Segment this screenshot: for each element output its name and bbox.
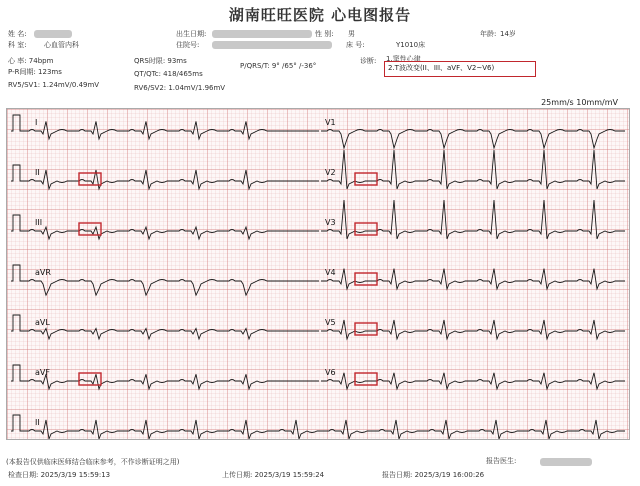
trace-v2 xyxy=(321,150,625,189)
report-header xyxy=(0,0,640,96)
report-title: 湖南旺旺医院 心电图报告 xyxy=(228,6,412,24)
lead-label-v5: V5 xyxy=(325,318,336,327)
trace-i xyxy=(11,115,319,139)
sex-label: 性 别: xyxy=(315,30,334,38)
redacted-name xyxy=(34,30,72,38)
lead-label-avf: aVF xyxy=(35,368,50,377)
dept-value: 心血管内科 xyxy=(44,41,79,49)
trace-v6 xyxy=(321,373,625,389)
lead-label-ii: II xyxy=(35,168,40,177)
trace-v1 xyxy=(321,130,625,149)
lead-label-v1: V1 xyxy=(325,118,336,127)
bed-value: Y1010床 xyxy=(396,41,426,49)
t-wave-highlight-v5 xyxy=(355,323,377,335)
qt-qtc: QT/QTc: 418/465ms xyxy=(134,70,203,78)
age-label: 年龄: xyxy=(480,30,497,38)
trace-avl xyxy=(11,315,319,339)
lead-label-i: I xyxy=(35,118,38,127)
sex-value: 男 xyxy=(348,30,355,38)
trace-rhythm-ii xyxy=(11,415,625,439)
check-date: 检查日期: 2025/3/19 15:59:13 xyxy=(8,471,111,479)
inpatient-label: 住院号: xyxy=(176,41,200,49)
lead-label-v6: V6 xyxy=(325,368,336,377)
diagnosis-item-1: 1.窦性心律 xyxy=(386,55,421,63)
t-wave-highlight-v3 xyxy=(355,223,377,235)
trace-ii xyxy=(11,165,319,189)
lead-label-avr: aVR xyxy=(35,268,51,277)
pr-interval: P-R间期: 123ms xyxy=(8,68,62,76)
redacted-inpatient-no xyxy=(212,41,332,49)
axis-values: P/QRS/T: 9° /65° /-36° xyxy=(240,62,317,70)
trace-iii xyxy=(11,215,319,239)
heart-rate: 心 率: 74bpm xyxy=(8,57,54,65)
diagnosis-label: 诊断: xyxy=(360,57,377,65)
rv6-sv2: RV6/SV2: 1.04mV/1.96mV xyxy=(134,84,226,92)
lead-label-rhythm-ii: II xyxy=(35,418,40,427)
speed-gain-label: 25mm/s 10mm/mV xyxy=(541,98,618,107)
upload-date: 上传日期: 2025/3/19 15:59:24 xyxy=(222,471,325,479)
name-label: 姓 名: xyxy=(8,30,27,38)
lead-label-v4: V4 xyxy=(325,268,336,277)
doctor-label: 报告医生: xyxy=(486,457,517,465)
lead-label-v2: V2 xyxy=(325,168,336,177)
disclaimer: (本报告仅供临床医师结合临床参考，不作诊断证明之用) xyxy=(6,458,180,466)
trace-avr xyxy=(11,265,319,295)
redacted-signature xyxy=(540,458,592,466)
rv5-sv1: RV5/SV1: 1.24mV/0.49mV xyxy=(8,81,100,89)
t-wave-highlight-v6 xyxy=(355,373,377,385)
trace-v4 xyxy=(321,269,625,289)
qrs-duration: QRS时限: 93ms xyxy=(134,57,187,65)
t-wave-highlight-v2 xyxy=(355,173,377,185)
birth-label: 出生日期: xyxy=(176,30,207,38)
lead-label-v3: V3 xyxy=(325,218,336,227)
dept-label: 科 室: xyxy=(8,41,27,49)
age-value: 14岁 xyxy=(500,30,516,38)
trace-v3 xyxy=(321,200,625,239)
report-date: 报告日期: 2025/3/19 16:00:26 xyxy=(382,471,485,479)
redacted-birthdate xyxy=(212,30,312,38)
diagnosis-item-2: 2.T波改变(II、III、aVF、V2~V6) xyxy=(388,64,495,72)
ecg-traces xyxy=(7,109,629,439)
report-footer xyxy=(0,440,640,486)
trace-avf xyxy=(11,365,319,389)
t-wave-highlight-v4 xyxy=(355,273,377,285)
ecg-grid xyxy=(6,108,630,440)
lead-label-iii: III xyxy=(35,218,43,227)
lead-label-avl: aVL xyxy=(35,318,50,327)
bed-label: 床 号: xyxy=(346,41,365,49)
